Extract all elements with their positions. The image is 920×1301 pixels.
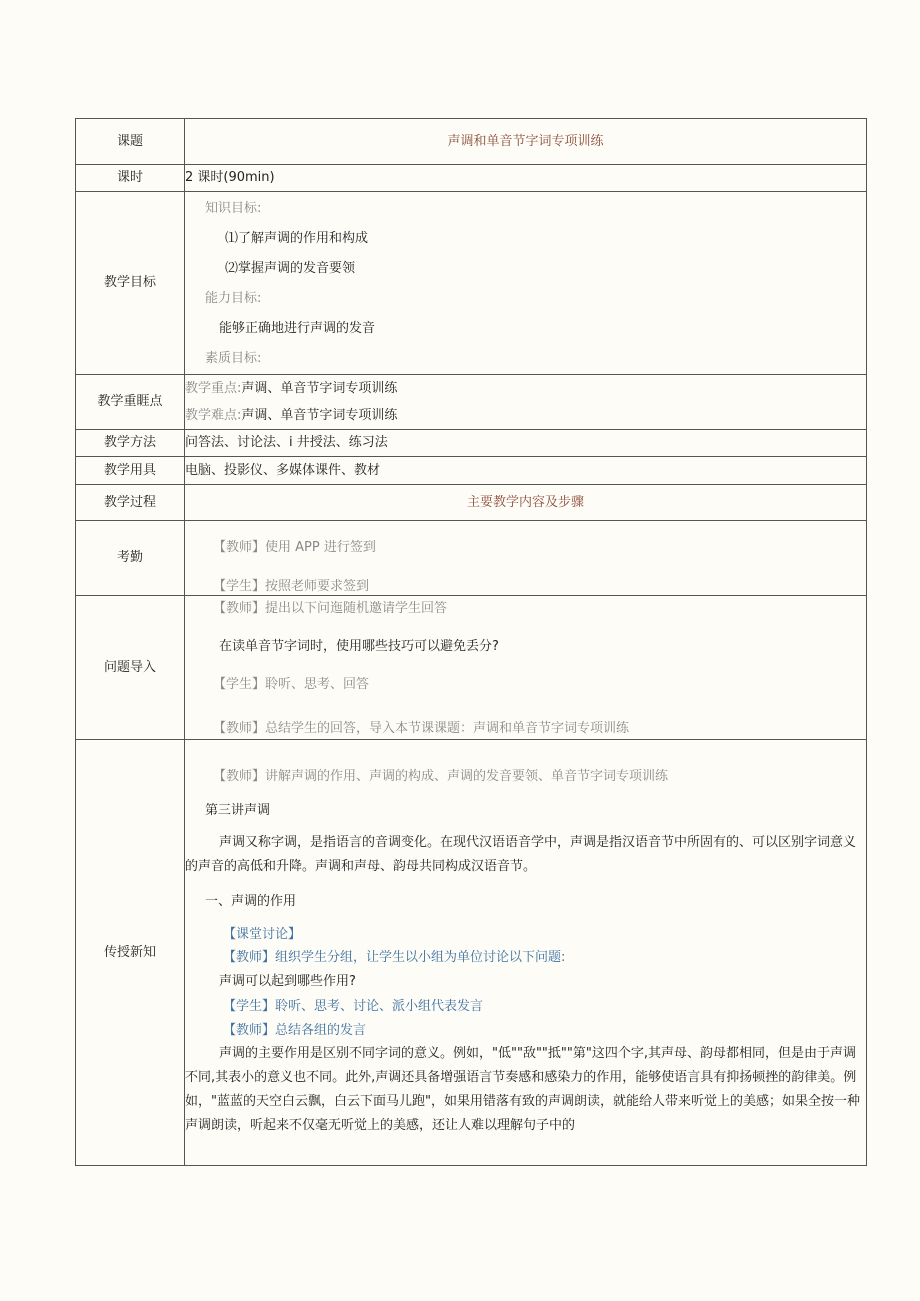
row-key-points	[76, 375, 867, 430]
difficulty-line	[185, 402, 866, 429]
discussion-tag: 【课堂讨论】	[223, 927, 302, 942]
key-points-label: 教学重睚点	[76, 375, 185, 430]
row-process-header	[76, 485, 867, 521]
hours-label: 课时	[76, 165, 185, 192]
hours-value: 2 课时(90min)	[185, 165, 867, 192]
row-new-knowledge	[76, 740, 867, 1166]
attendance-student: 【学生】按照老师要求签到	[213, 579, 370, 594]
intro-teacher-2: 【教师】总结学生的回答，导入本节课课题：声调和单音节字词专项训练	[213, 721, 630, 736]
intro-label: 问题导入	[76, 596, 185, 740]
row-hours	[76, 165, 867, 192]
process-label: 教学过程	[76, 485, 185, 521]
diff-head: 教学难点:	[185, 408, 242, 423]
topic-value: 声调和单音节字词专项训练	[185, 119, 867, 165]
ability-item-1: 能够正确地进行声调的发音	[219, 321, 376, 336]
intro-question: 在读单音节字词时，使用哪些技巧可以避免丢分?	[219, 639, 499, 654]
attendance-label: 考勤	[76, 521, 185, 596]
new-student: 【学生】聆听、思考、讨论、派小组代表发言	[223, 999, 484, 1014]
intro-student: 【学生】聆听、思考、回答	[213, 677, 370, 692]
diff-text: 声调、单音节字词专项训练	[241, 408, 398, 423]
key-text: 声调、单音节字词专项训练	[241, 381, 398, 396]
knowledge-item-1: ⑴了解声调的作用和构成	[225, 231, 369, 246]
key-point-line	[185, 375, 866, 402]
new-teacher-2: 【教师】组织学生分组，让学生以小组为单位讨论以下问题:	[223, 950, 566, 965]
key-head: 教学重点:	[185, 381, 242, 396]
paragraph-2: 声调的主要作用是区别不同字词的意义。例如，"低""敌""抵""第"这四个字,其声母、韵母都相同，但是由于声调不同,其表小的意义也不同。此外,声调还具备增强语言节奏感和感染力的作用，能够使语言具有抑扬顿挫的韵律美。例如，"蓝蓝的天空白云飘，白云下面马儿跑"，如果用错落有致的声调朗读，就能给人带来听觉上的美感；如果全按一种声调朗读，听起来不仅毫无听觉上的美感，还让人难以理解句子中的	[185, 1046, 860, 1133]
row-attendance	[76, 521, 867, 596]
section-heading: 一、声调的作用	[205, 894, 297, 909]
row-goals	[76, 192, 867, 375]
new-teacher-1: 【教师】讲解声调的作用、声调的构成、声调的发音要领、单音节字词专项训练	[213, 769, 669, 784]
goals-label: 教学目标	[76, 192, 185, 375]
lesson-plan-table	[75, 118, 867, 1166]
process-title: 主要教学内容及步骤	[185, 485, 867, 521]
row-intro	[76, 596, 867, 740]
new-knowledge-label: 传授新知	[76, 740, 185, 1166]
paragraph-1: 声调又称字调，是指语言的音调变化。在现代汉语语音学中，声调是指汉语音节中所固有的、可以区别字词意义的声音的高低和升降。声调和声母、韵母共同构成汉语音节。	[185, 835, 857, 874]
topic-label: 课题	[76, 119, 185, 165]
new-question: 声调可以起到哪些作用?	[219, 974, 356, 989]
intro-teacher-1: 【教师】提出以下问迤随机邀请学生回答	[213, 601, 448, 616]
methods-value: 问答法、讨论法、i 井授法、练习法	[185, 430, 867, 457]
methods-label: 教学方法	[76, 430, 185, 457]
lecture-title: 第三讲声调	[205, 803, 271, 818]
ability-head: 能力目标:	[205, 291, 262, 306]
tools-label: 教学用具	[76, 457, 185, 485]
row-topic	[76, 119, 867, 165]
tools-value: 电脑、投影仪、多媒体课件、教材	[185, 457, 867, 485]
knowledge-item-2: ⑵掌握声调的发音要领	[225, 261, 356, 276]
new-teacher-3: 【教师】总结各组的发言	[223, 1023, 367, 1038]
quality-head: 素质目标:	[205, 351, 262, 366]
attendance-teacher: 【教师】使用 APP 进行签到	[213, 540, 376, 555]
row-tools	[76, 457, 867, 485]
knowledge-head: 知识目标:	[205, 201, 262, 216]
row-methods	[76, 430, 867, 457]
